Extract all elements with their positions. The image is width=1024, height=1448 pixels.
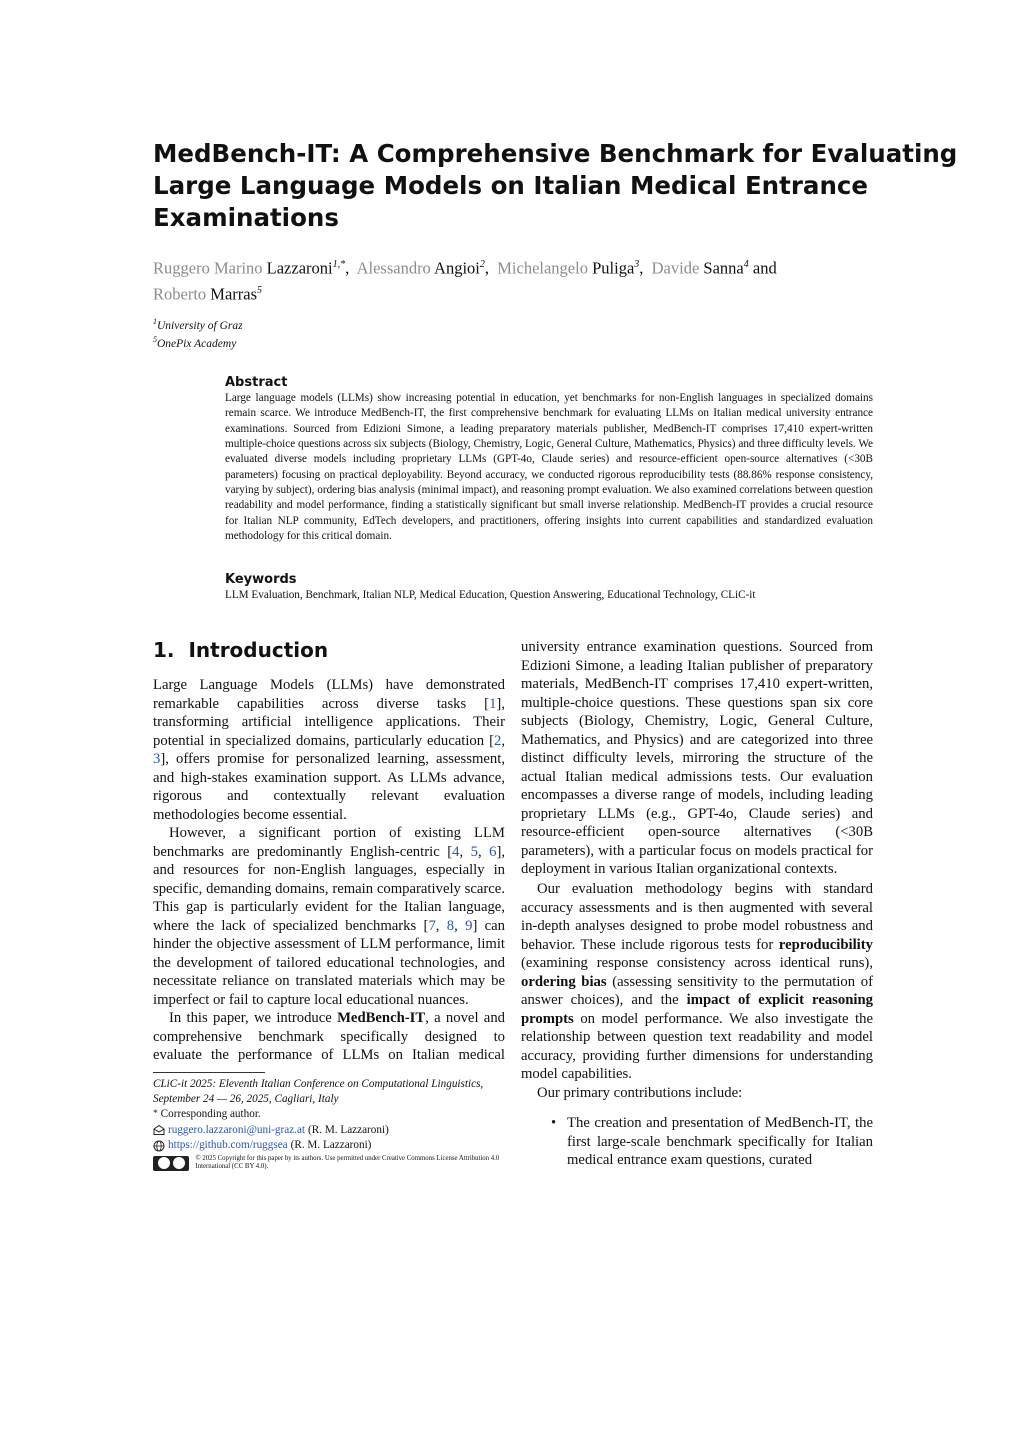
abstract-text: Large language models (LLMs) show increasing potential in education, yet benchmarks for non-English languages in specialized domains remain scarce. We introduce MedBench-IT, the first comprehensive benchmark for evaluating LLMs on Italian medical university entrance examinations. Sourced from Edizioni Simone, a leading preparatory materials publisher, MedBench-IT comprises 17,410 expert-written multiple-choice questions across six subjects (Biology, Chemistry, Logic, General Culture, Mathematics, Physics) and three difficulty levels. We evaluated diverse models including proprietary LLMs (GPT-4o, Claude series) and resource-efficient open-source alternatives (<30B parameters) focusing on practical deployability. Beyond accuracy, we conducted rigorous reproducibility tests (88.86% response consistency, varying by subject), ordering bias analysis (minimal impact), and reasoning prompt evaluation. We also examined correlations between question readability and model performance, finding a statistically significant but small inverse relationship. MedBench-IT provides a crucial resource for Italian NLP community, EdTech developers, and practitioners, offering insights into current capabilities and standardized evaluation methodology for this critical domain. bbox=[225, 392, 873, 543]
abstract-heading: Abstract bbox=[225, 375, 288, 390]
author-affil-mark: 5 bbox=[257, 285, 263, 296]
benchmark-name: MedBench-IT bbox=[337, 1010, 426, 1026]
intro-paragraph: Our primary contributions include: bbox=[537, 1085, 743, 1101]
corresponding-text: Corresponding author. bbox=[160, 1108, 261, 1120]
text-run: Large Language Models (LLMs) have demonstrated remarkable capabilities across diverse tasks [ bbox=[153, 677, 505, 712]
author-first-name: Roberto bbox=[153, 284, 207, 304]
title-line: Examinations bbox=[153, 203, 339, 232]
text-run: , a novel and comprehensive benchmark specifically designed to evaluate the performance of LLMs on Italian medical bbox=[153, 1010, 505, 1063]
intro-paragraph bbox=[153, 1009, 505, 1064]
affiliation bbox=[153, 317, 243, 332]
keywords-text: LLM Evaluation, Benchmark, Italian NLP, Medical Education, Question Answering, Educational Technology, CLiC-it bbox=[225, 589, 756, 601]
intro-paragraph bbox=[521, 880, 873, 1084]
author-first-name: Ruggero Marino bbox=[153, 258, 263, 278]
text-run: ], and resources for non-English languages, especially in specific, demanding domains, remain comparatively scarce. This gap is particularly evident for the Italian language, where the lack of specialized benchmarks [ bbox=[153, 843, 506, 934]
conference-note: CLiC-it 2025: Eleventh Italian Conference on Computational Linguistics, September 24 — 26, 2025, Cagliari, Italy bbox=[153, 1078, 484, 1105]
corresponding-mark: * bbox=[153, 1109, 158, 1119]
list-item-text: The creation and presentation of MedBench-IT, the first large-scale benchmark specifically for Italian medical entrance exam questions, curated bbox=[567, 1115, 873, 1168]
affiliation-mark: 1 bbox=[153, 317, 157, 326]
abstract-block bbox=[225, 375, 873, 544]
right-column bbox=[521, 638, 873, 1168]
bullet-icon: • bbox=[551, 1115, 557, 1131]
citation-link[interactable]: 3 bbox=[153, 751, 161, 767]
github-link[interactable]: https://github.com/ruggsea bbox=[168, 1139, 288, 1151]
section-heading bbox=[153, 638, 505, 662]
title-line: Large Language Models on Italian Medical Entrance bbox=[153, 171, 869, 200]
email-icon bbox=[153, 1124, 165, 1136]
url-owner: (R. M. Lazzaroni) bbox=[290, 1139, 372, 1151]
text-run: ] can hinder the objective assessment of LLM performance, limit the development of tailored educational technologies, and necessitate reliance on translated materials which may be imperfect or fail to capture local educational nuances. bbox=[153, 917, 506, 1008]
email-owner: (R. M. Lazzaroni) bbox=[308, 1123, 389, 1136]
email-link[interactable]: ruggero.lazzaroni@uni-graz.at bbox=[168, 1123, 306, 1136]
author-last-name: Marras bbox=[210, 284, 258, 304]
citation-link[interactable]: 6 bbox=[489, 843, 497, 860]
emphasis: ordering bias bbox=[521, 973, 607, 990]
license-text: © 2025 Copyright for this paper by its authors. Use permitted under Creative Commons License Attribution 4.0 International (CC BY 4.0). bbox=[195, 1154, 500, 1170]
intro-paragraph: However, a significant portion of existing LLM benchmarks are predominantly English-centric [4, 5, 6], and resources for non-English languages, especially in specific, demanding domains, remain comparatively scarce. This gap is particularly evident for the Italian language, where the lack of specialized benchmarks [7, 8, 9] can hinder the objective assessment of LLM performance, limit the development of tailored educational technologies, and necessitate reliance on translated materials which may be imperfect or fail to capture local educational nuances. bbox=[153, 825, 506, 1008]
globe-icon bbox=[153, 1140, 165, 1152]
email-line bbox=[153, 1123, 509, 1139]
text-run: (assessing sensitivity to the permutation of answer choices), and the bbox=[521, 973, 873, 1008]
author-first-name: Alessandro bbox=[356, 258, 431, 278]
author-affil-mark: 4 bbox=[743, 259, 749, 270]
intro-paragraph: Large Language Models (LLMs) have demonstrated remarkable capabilities across diverse tasks [1], transforming artificial intelligence applications. Their potential in specialized domains, particularly education [2, 3], offers promise for personalized learning, assessment, and high-stakes examination support. As LLMs advance, rigorous and contextually relevant evaluation methodologies become essential. bbox=[153, 677, 505, 823]
url-line bbox=[153, 1138, 509, 1154]
citation-link[interactable]: 8 bbox=[446, 917, 455, 934]
citation-link[interactable]: 2 bbox=[493, 732, 502, 749]
emphasis: reproducibility bbox=[778, 936, 873, 953]
affiliation-mark: 5 bbox=[153, 335, 157, 344]
section-title: Introduction bbox=[188, 638, 329, 662]
text-run: ], offers promise for personalized learning, assessment, and high-stakes examination support. As LLMs advance, rigorous and contextually relevant evaluation methodologies become essential. bbox=[153, 751, 505, 823]
citation-link[interactable]: 5 bbox=[470, 843, 478, 860]
citation-link[interactable]: 9 bbox=[465, 917, 473, 934]
footnote-block bbox=[153, 1072, 509, 1172]
text-run: on model performance. We also investigate the relationship between question text readability and model accuracy, providing further dimensions for understanding model capabilities. bbox=[521, 1010, 873, 1082]
corresponding-note bbox=[153, 1107, 509, 1123]
paper-title bbox=[153, 138, 958, 234]
author-affil-mark: 3 bbox=[634, 259, 640, 270]
affiliation-name: OnePix Academy bbox=[157, 337, 237, 350]
citation-link[interactable]: 1 bbox=[489, 695, 497, 712]
keywords-heading: Keywords bbox=[225, 572, 297, 587]
author-last-name: Sanna bbox=[703, 258, 744, 278]
author-last-name: Angioi bbox=[434, 258, 480, 278]
cc-by-badge-icon bbox=[153, 1156, 189, 1171]
text-run: However, a significant portion of existing LLM benchmarks are predominantly English-centric [ bbox=[153, 825, 505, 860]
citation-link[interactable]: 7 bbox=[428, 917, 436, 934]
list-item bbox=[521, 1114, 873, 1170]
text-run: (examining response consistency across identical runs), bbox=[521, 955, 873, 971]
license-line bbox=[153, 1155, 509, 1172]
keywords-block bbox=[225, 572, 873, 603]
author-last-name: Puliga bbox=[592, 258, 635, 278]
contribution-list bbox=[521, 1114, 873, 1170]
emphasis: impact of explicit reasoning prompts bbox=[521, 992, 873, 1027]
text-run: ], transforming artificial intelligence applications. Their potential in specialized domains, particularly education [ bbox=[153, 695, 505, 749]
footnote-rule bbox=[153, 1072, 265, 1073]
author-affil-mark: 1,* bbox=[332, 259, 346, 270]
text-run: Our evaluation methodology begins with standard accuracy assessments and is then augmented with several in-depth analyses designed to probe model robustness and behavior. These include rigorous tests for bbox=[521, 881, 873, 953]
section-number: 1. bbox=[153, 638, 175, 662]
left-column bbox=[153, 638, 505, 1064]
authors-and: and bbox=[752, 258, 777, 278]
author-first-name: Michelangelo bbox=[497, 258, 588, 278]
text-run: university entrance examination questions. Sourced from Edizioni Simone, a leading Italian publisher of preparatory materials, MedBench-IT comprises 17,410 expert-written, multiple-choice questions. These questions span six core subjects (Biology, Chemistry, Logic, General Culture, Mathematics, and Physics) and are categorized into three distinct difficulty levels, mirroring the structure of the actual Italian medical admissions tests. Our evaluation encompasses a diverse range of models, including leading proprietary LLMs (e.g., GPT-4o, Claude series) and resource-efficient open-source alternatives (<30B parameters), with a particular focus on models practical for deployment in various Italian organizational contexts. bbox=[521, 639, 873, 877]
text-run: In this paper, we introduce bbox=[169, 1010, 338, 1026]
author-list: Ruggero Marino Lazzaroni$^{1,*}$, Alessandro Angioi$^2$, Michelangelo Puliga$^3$, Davide Sanna$^4$ and Roberto Marras$^5$ bbox=[153, 258, 777, 304]
author-affil-mark: 2 bbox=[479, 259, 485, 270]
author-first-name: Davide bbox=[651, 258, 700, 278]
citation-link[interactable]: 4 bbox=[452, 843, 460, 860]
affiliation bbox=[153, 335, 236, 350]
affiliation-name: University of Graz bbox=[157, 319, 243, 332]
author-last-name: Lazzaroni bbox=[266, 258, 333, 278]
intro-paragraph-continued bbox=[521, 638, 873, 879]
title-line: MedBench-IT: A Comprehensive Benchmark for Evaluating bbox=[153, 139, 958, 168]
